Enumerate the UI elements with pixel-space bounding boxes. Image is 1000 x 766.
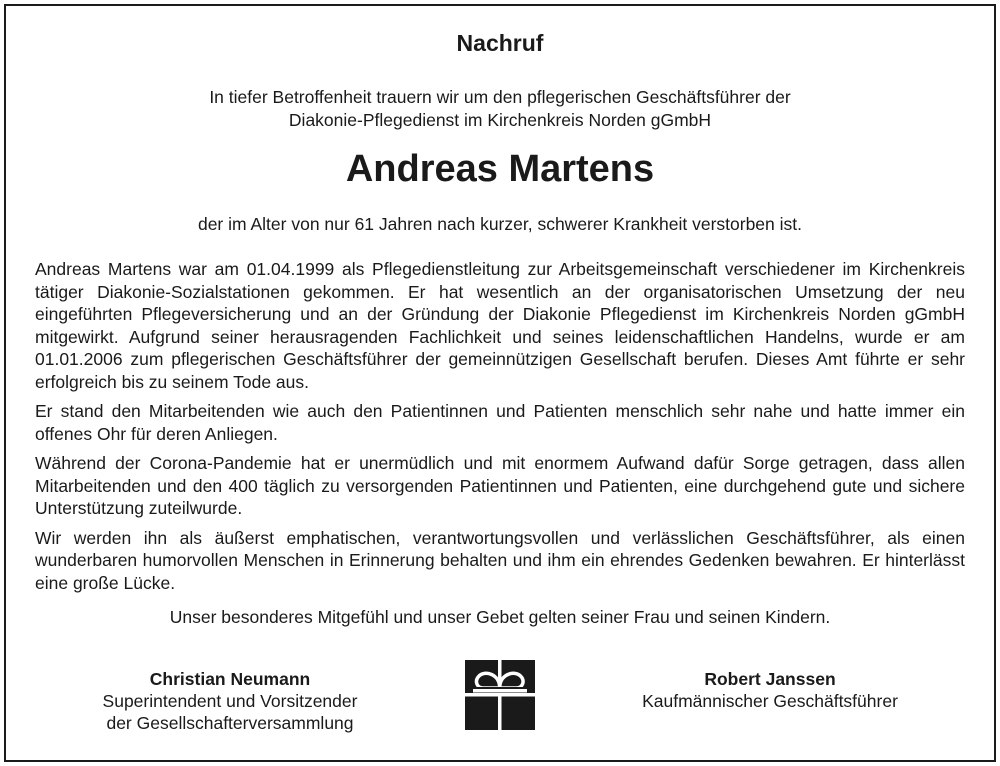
signer-right-name: Robert Janssen: [704, 669, 836, 689]
intro-text: [0, 86, 1000, 132]
signer-left: [60, 668, 400, 734]
signer-right-title-1: Kaufmännischer Geschäftsführer: [642, 691, 898, 711]
diakonie-cross-icon: [465, 660, 535, 730]
paragraph-career: Andreas Martens war am 01.04.1999 als Pflegedienstleitung zur Arbeitsgemeinschaft verschiedener im Kirchenkreis tätiger Diakonie-Sozialstationen gekommen. Er hat wesentlich an der organisatorischen Umsetzung der neu eingeführten Pflegeversicherung und an der Gründung der Diakonie Pflegedienst im Kirchenkreis Norden gGmbH mitgewirkt. Aufgrund seiner herausragenden Fachlichkeit und seines leidenschaftlichen Handelns, wurde er am 01.01.2006 zum pflegerischen Geschäftsführer der gemeinnützigen Gesellschaft berufen. Dieses Amt führte er sehr erfolgreich bis zu seinem Tode aus.: [35, 259, 965, 392]
intro-line-1: In tiefer Betroffenheit trauern wir um den pflegerischen Geschäftsführer der: [209, 87, 791, 107]
obituary-body: [35, 258, 965, 601]
paragraph-pandemic: Während der Corona-Pandemie hat er unermüdlich und mit enormem Aufwand dafür Sorge getragen, dass allen Mitarbeitenden und den 400 täglich zu versorgenden Patientinnen und Patienten, eine durchgehend gute und sichere Unterstützung zuteilwurde.: [35, 453, 965, 518]
signer-right: [600, 668, 940, 712]
age-line: der im Alter von nur 61 Jahren nach kurzer, schwerer Krankheit verstorben ist.: [197, 214, 803, 234]
signer-left-name: Christian Neumann: [149, 669, 311, 689]
condolence-line: Unser besonderes Mitgefühl und unser Gebet gelten seiner Frau und seinen Kindern.: [169, 607, 831, 627]
signer-left-title-1: Superintendent und Vorsitzender: [102, 691, 358, 711]
deceased-name: Andreas Martens: [345, 148, 655, 190]
paragraph-staff: Er stand den Mitarbeitenden wie auch den Patientinnen und Patienten menschlich sehr nahe und hatte immer ein offenes Ohr für deren Anliegen.: [35, 401, 965, 444]
signer-left-title-2: der Gesellschafterversammlung: [106, 713, 354, 733]
obituary-heading: Nachruf: [456, 30, 544, 56]
intro-line-2: Diakonie-Pflegedienst im Kirchenkreis Norden gGmbH: [288, 110, 712, 130]
paragraph-memory: Wir werden ihn als äußerst emphatischen, verantwortungsvollen und verlässlichen Geschäftsführer, als einen wunderbaren humorvollen Menschen in Erinnerung behalten und ihm ein ehrendes Gedenken bewahren. Er hinterlässt eine große Lücke.: [35, 527, 965, 593]
